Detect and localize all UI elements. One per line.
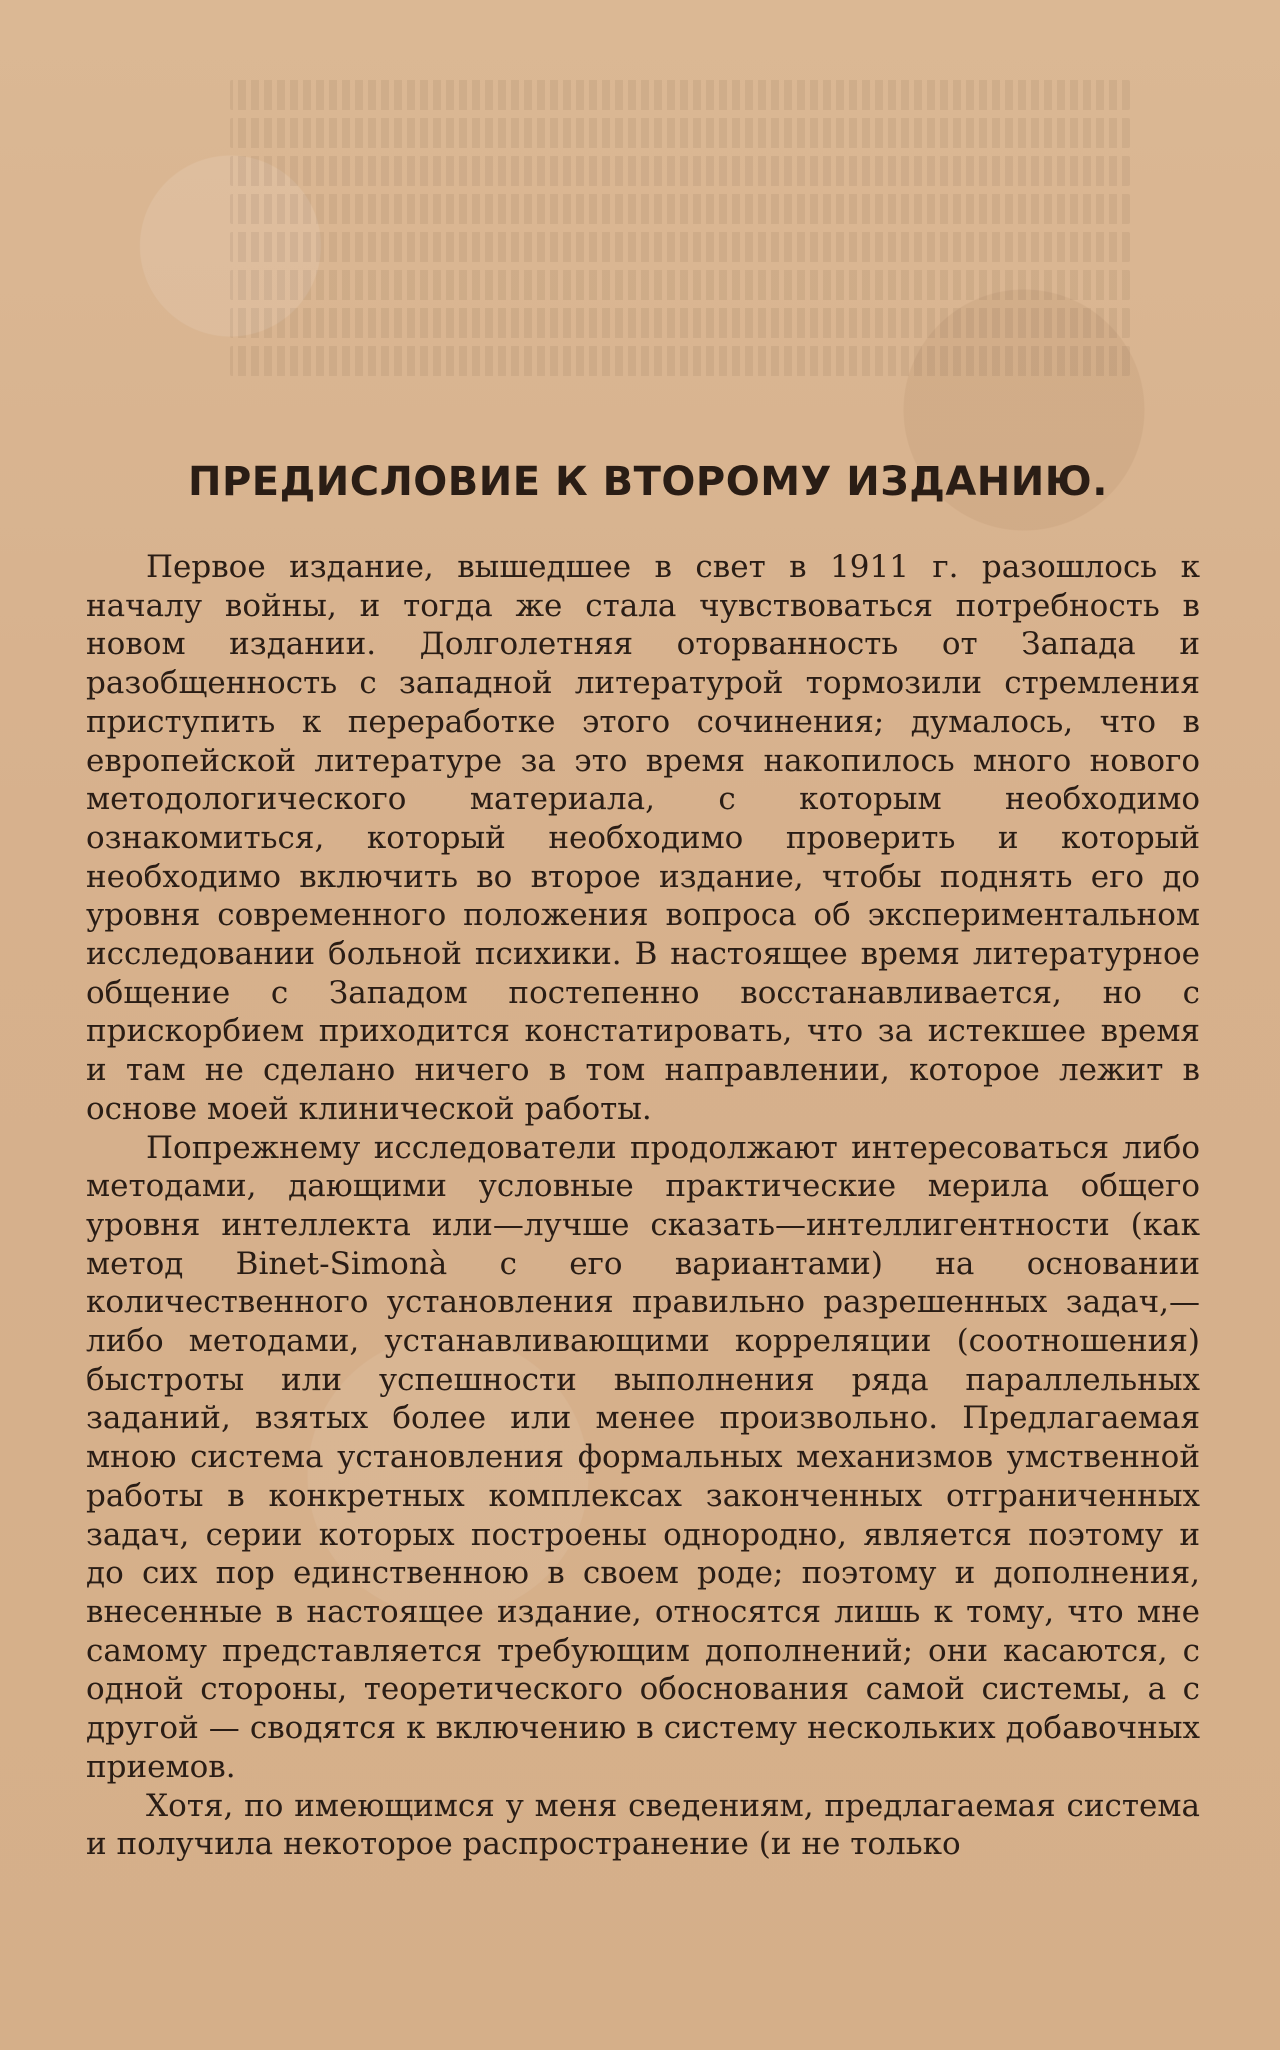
paragraph: Попрежнему исследователи продолжают интересоваться либо методами, дающими условные практические мерила общего уровня интеллекта или—лучше сказать—интеллигентности (как метод Binet-Simonà с его вариантами) на основании количественного установления правильно разрешенных задач,—либо методами, устанавливающими корреляции (соотношения) быстроты или успешности выполнения ряда параллельных заданий, взятых более или менее произвольно. Предлагаемая мною система установления формальных механизмов умственной работы в конкретных комплексах законченных отграниченных задач, серии которых построены однородно, является поэтому и до сих пор единственною в своем роде; поэтому и дополнения, внесенные в настоящее издание, относятся лишь к тому, что мне самому представляется требующим дополнений; они касаются, с одной стороны, теоретического обоснования самой системы, а с другой — сводятся к включению в систему нескольких добавочных приемов.	[86, 1129, 1200, 1785]
bleed-line	[230, 346, 1130, 376]
bleed-line	[230, 118, 1130, 148]
bleed-through-text	[230, 80, 1130, 440]
page-title: ПРЕДИСЛОВИЕ К ВТОРОМУ ИЗДАНИЮ.	[188, 459, 1108, 505]
bleed-line	[230, 80, 1130, 110]
bleed-line	[230, 308, 1130, 338]
paragraph: Хотя, по имеющимся у меня сведениям, предлагаемая система и получила некоторое распространение (и не только	[86, 1787, 1200, 1863]
bleed-line	[230, 232, 1130, 262]
bleed-line	[230, 156, 1130, 186]
body-text	[86, 548, 1200, 1864]
bleed-line	[230, 194, 1130, 224]
paragraph: Первое издание, вышедшее в свет в 1911 г. разошлось к началу войны, и тогда же стала чувствоваться потребность в новом издании. Долголетняя оторванность от Запада и разобщенность с западной литературой тормозили стремления приступить к переработке этого сочинения; думалось, что в европейской литературе за это время накопилось много нового методологического материала, с которым необходимо ознакомиться, который необходимо проверить и который необходимо включить во второе издание, чтобы поднять его до уровня современного положения вопроса об экспериментальном исследовании больной психики. В настоящее время литературное общение с Западом постепенно восстанавливается, но с прискорбием приходится констатировать, что за истекшее время и там не сделано ничего в том направлении, которое лежит в основе моей клинической работы.	[86, 549, 1200, 1127]
bleed-line	[230, 270, 1130, 300]
